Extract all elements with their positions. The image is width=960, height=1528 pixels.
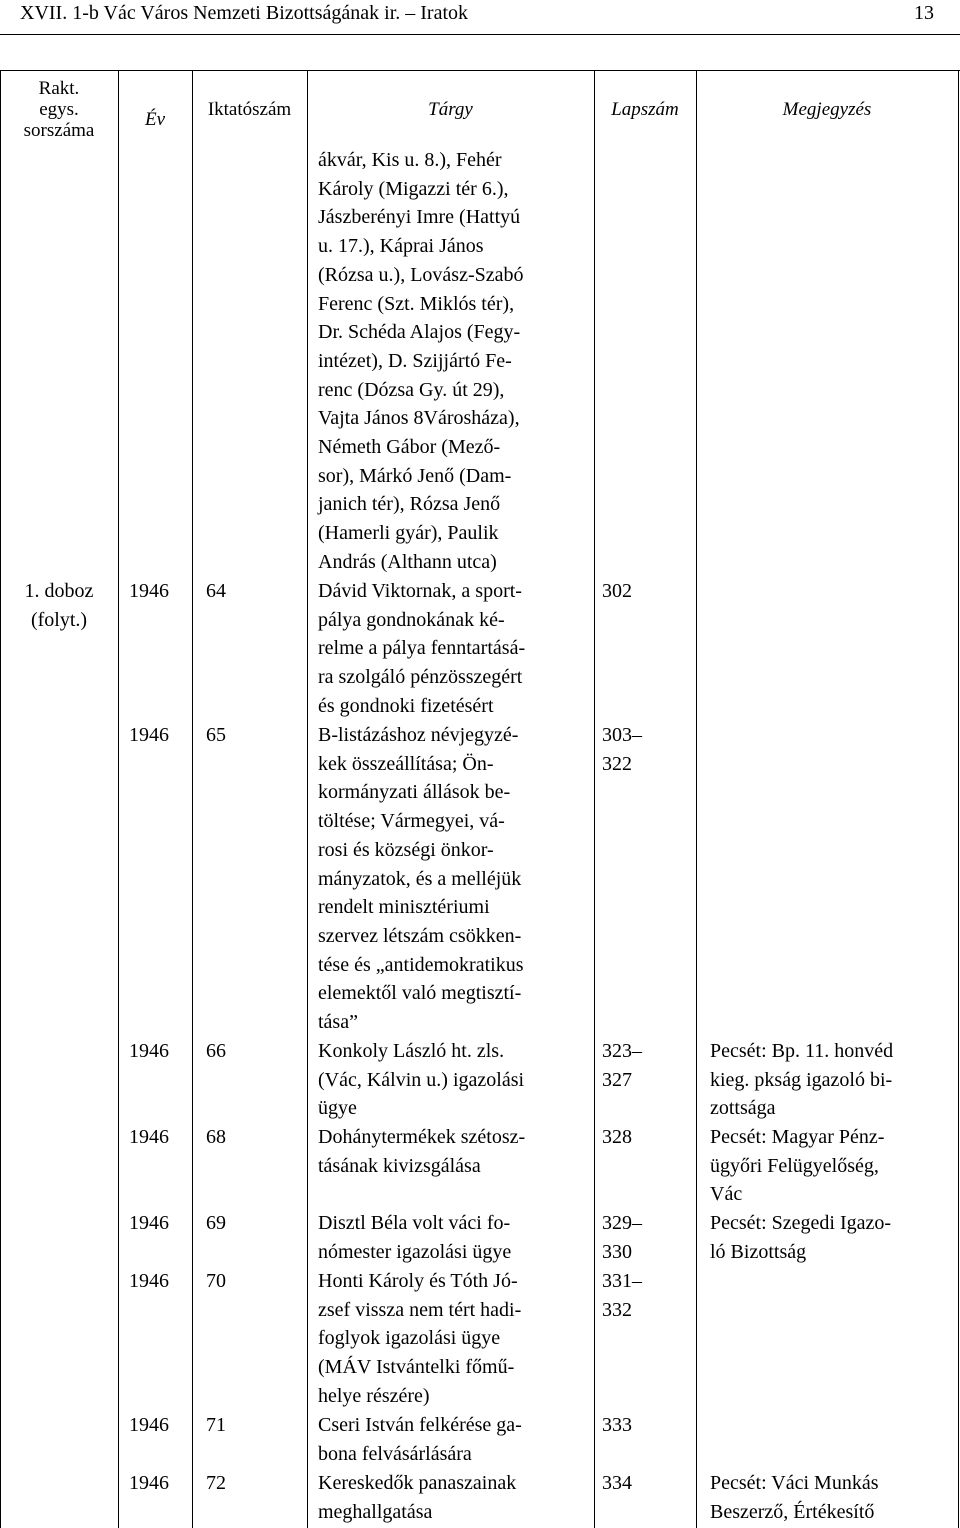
column-header-subject: Tárgy <box>428 99 473 120</box>
subject-cell: Dohánytermékek szétosz- tásának kivizsgálása <box>318 1126 526 1177</box>
file-number-cell: 64 <box>206 580 226 602</box>
column-divider <box>192 70 193 1528</box>
column-header-page-no: Lapszám <box>611 99 679 120</box>
continuation-text: ákvár, Kis u. 8.), Fehér Károly (Migazzi tér 6.), Jászberényi Imre (Hattyú u. 17.), Káprai János (Rózsa u.), Lovász-Szabó Ferenc (Szt. Miklós tér), Dr. Schéda Alajos (Fegy- intézet), D. Szijjártó Fe- renc (Dózsa Gy. út 29), Vajta János 8Városháza), Németh Gábor (Mező- sor), Márkó Jenő (Dam- janich tér), Rózsa Jenő (Hamerli gyár), Paulik András (Althann utca) <box>318 149 524 573</box>
subject-cell: Dávid Viktornak, a sport- pálya gondnokának ké- relme a pálya fenntartásá- ra szolgáló pénzösszegért és gondnoki fizetésért <box>318 580 526 717</box>
page-number-cell: 323– 327 <box>602 1040 642 1091</box>
subject-cell: Honti Károly és Tóth Jó- zsef vissza nem tért hadi- foglyok igazolási ügye (MÁV Istvántelki főmű- helye részére) <box>318 1270 522 1407</box>
page-number-cell: 334 <box>602 1472 632 1494</box>
column-divider <box>0 70 1 1528</box>
running-header-title: XVII. 1-b Vác Város Nemzeti Bizottságának ir. – Iratok <box>20 2 469 24</box>
file-number-cell: 72 <box>206 1472 226 1494</box>
page-number-cell: 331– 332 <box>602 1270 642 1321</box>
subject-cell: Konkoly László ht. zls. (Vác, Kálvin u.) igazolási ügye <box>318 1040 525 1120</box>
year-cell: 1946 <box>129 1414 169 1436</box>
file-number-cell: 70 <box>206 1270 226 1292</box>
year-cell: 1946 <box>129 1270 169 1292</box>
table-top-border <box>0 70 960 71</box>
subject-cell: Kereskedők panaszainak meghallgatása <box>318 1472 517 1523</box>
subject-cell: B-listázáshoz névjegyzé- kek összeállítása; Ön- kormányzati állások be- töltése; Vármegyei, vá- rosi és községi önkor- mányzatok, és a melléjük rendelt minisztériumi szervez létszám csökken- tése és „antidemokratikus elemektől való megtisztí- tása” <box>318 724 524 1034</box>
column-header-year: Év <box>144 109 166 130</box>
file-number-cell: 65 <box>206 724 226 746</box>
column-divider <box>958 70 959 1528</box>
file-number-cell: 68 <box>206 1126 226 1148</box>
notes-cell: Pecsét: Váci Munkás Beszerző, Értékesítő <box>710 1472 879 1523</box>
notes-cell: Pecsét: Magyar Pénz- ügyőri Felügyelőség, Vác <box>710 1126 885 1206</box>
page-number-cell: 329– 330 <box>602 1212 642 1263</box>
column-divider <box>307 70 308 1528</box>
year-cell: 1946 <box>129 580 169 602</box>
subject-cell: Disztl Béla volt váci fo- nómester igazolási ügye <box>318 1212 512 1263</box>
notes-cell: Pecsét: Bp. 11. honvéd kieg. pkság igazoló bi- zottsága <box>710 1040 894 1120</box>
year-cell: 1946 <box>129 1040 169 1062</box>
column-divider <box>696 70 697 1528</box>
header-rule <box>0 34 960 35</box>
year-cell: 1946 <box>129 1126 169 1148</box>
file-number-cell: 71 <box>206 1414 226 1436</box>
column-header-unit: Rakt. egys. sorszáma <box>23 78 95 141</box>
page-number-cell: 302 <box>602 580 632 602</box>
year-cell: 1946 <box>129 1212 169 1234</box>
file-number-cell: 66 <box>206 1040 226 1062</box>
file-number-cell: 69 <box>206 1212 226 1234</box>
page-number-cell: 328 <box>602 1126 632 1148</box>
year-cell: 1946 <box>129 1472 169 1494</box>
column-header-notes: Megjegyzés <box>782 99 872 120</box>
column-divider <box>594 70 595 1528</box>
page-number-cell: 333 <box>602 1414 632 1436</box>
page-number-cell: 303– 322 <box>602 724 642 775</box>
notes-cell: Pecsét: Szegedi Igazo- ló Bizottság <box>710 1212 892 1263</box>
column-divider <box>118 70 119 1528</box>
storage-unit-label: 1. doboz (folyt.) <box>24 580 94 631</box>
subject-cell: Cseri István felkérése ga- bona felvásárlására <box>318 1414 522 1465</box>
year-cell: 1946 <box>129 724 169 746</box>
page-number: 13 <box>914 2 934 24</box>
column-header-file-no: Iktatószám <box>207 99 292 120</box>
